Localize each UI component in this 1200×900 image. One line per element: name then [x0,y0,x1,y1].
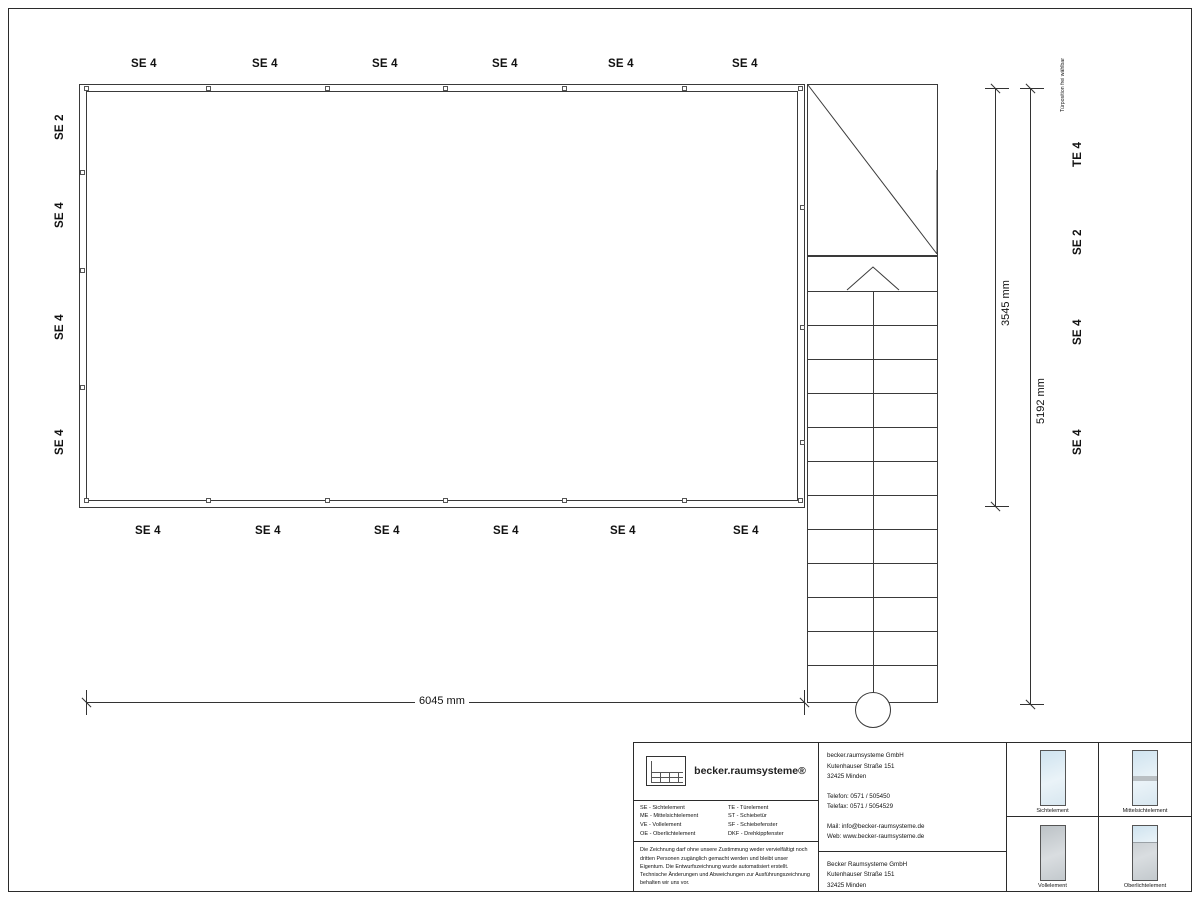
element-sample-gallery [1007,743,1191,891]
mittelsichtelement-icon [1132,750,1158,806]
wall-joint [800,205,805,210]
element-label-right-4: SE 4 [1072,429,1084,455]
staircase [807,256,938,703]
wall-joint [325,86,330,91]
element-label-bottom-4: SE 4 [493,525,519,537]
vollelement-icon [1040,825,1066,881]
element-label-bottom-1: SE 4 [135,525,161,537]
company-city: 32425 Minden [827,773,867,781]
legend-item: OE - Oberlichtelement [640,830,696,837]
legend-item: ST - Schiebetür [728,813,767,820]
legend-list [634,800,818,842]
stair-post-marker [855,692,891,728]
element-label-left-1: SE 2 [54,114,66,140]
width-dimension-text: 6045 mm [415,695,469,707]
sample-caption: Oberlichtelement [1123,883,1167,889]
door-swing-icon [807,84,938,256]
element-label-right-2: SE 2 [1072,229,1084,255]
legend-item: TE - Türelement [728,804,769,811]
wall-joint [80,385,85,390]
sample-oberlichtelement [1099,817,1191,891]
sample-caption: Vollelement [1038,883,1067,889]
company-fax: Telefax: 0571 / 5054529 [827,803,894,811]
company-name: becker.raumsysteme GmbH [827,752,904,759]
element-label-top-5: SE 4 [608,58,634,70]
element-label-left-3: SE 4 [54,314,66,340]
sample-vollelement [1007,817,1099,891]
wall-joint [80,268,85,273]
wall-joint [443,86,448,91]
customer-street: Kutenhauser Straße 151 [827,871,895,879]
wall-joint [206,86,211,91]
element-label-left-2: SE 4 [54,202,66,228]
wall-joint [800,440,805,445]
sample-caption: Mittelsichtelement [1122,808,1168,814]
customer-name: Becker Raumsysteme GmbH [827,860,908,868]
customer-city: 32425 Minden [827,881,867,889]
element-label-bottom-3: SE 4 [374,525,400,537]
element-label-bottom-6: SE 4 [733,525,759,537]
company-mail: Mail: info@becker-raumsysteme.de [827,822,925,830]
wall-joint [562,86,567,91]
element-label-top-1: SE 4 [131,58,157,70]
door-position-note: Türposition frei wählbar [1060,58,1066,112]
sichtelement-icon [1040,750,1066,806]
wall-joint [682,86,687,91]
element-label-top-6: SE 4 [732,58,758,70]
element-label-top-3: SE 4 [372,58,398,70]
inner-height-dimension-line [995,88,996,506]
company-logo-icon [646,756,686,786]
wall-joint [798,498,803,503]
disclaimer-text: Die Zeichnung darf ohne unsere Zustimmung weder vervielfältigt noch dritten Personen zugänglich gemacht werden und bleibt unser Eigentum. Die Entwurfszeichnung wurde automatisiert erstellt. Technische Änderungen und Abweichungen zur Ausführungszeichnung behalten wir uns vor. [634,841,818,891]
oberlichtelement-icon [1132,825,1158,881]
wall-joint [798,86,803,91]
title-block-address-column [819,743,1007,891]
title-block [633,742,1192,892]
company-phone: Telefon: 0571 / 505450 [827,792,890,800]
wall-joint [80,170,85,175]
element-label-right-3: SE 4 [1072,319,1084,345]
stair-walkline [873,291,874,702]
legend-item: VE - Vollelement [640,822,682,829]
customer-address [819,851,1006,900]
legend-item: ME - Mittelsichtelement [640,813,699,820]
sample-sichtelement [1007,743,1099,817]
wall-joint [800,325,805,330]
wall-joint [325,498,330,503]
stair-direction-arrow-icon [845,265,901,291]
legend-item: SF - Schiebefenster [728,822,778,829]
company-street: Kutenhauser Straße 151 [827,762,895,770]
wall-joint [443,498,448,503]
company-address [819,743,1006,851]
wall-joint [206,498,211,503]
legend-item: SE - Sichtelement [640,804,685,811]
room-inner-wall [86,91,798,501]
element-label-bottom-2: SE 4 [255,525,281,537]
wall-joint [84,86,89,91]
sample-mittelsichtelement [1099,743,1191,817]
sample-caption: Sichtelement [1036,808,1069,814]
element-label-left-4: SE 4 [54,429,66,455]
element-label-top-4: SE 4 [492,58,518,70]
wall-joint [682,498,687,503]
company-web: Web: www.becker-raumsysteme.de [827,833,925,841]
wall-joint [562,498,567,503]
logo-area [634,743,818,800]
element-label-right-1: TE 4 [1072,141,1084,167]
inner-height-dimension-text: 3545 mm [1000,276,1012,330]
element-label-bottom-5: SE 4 [610,525,636,537]
title-block-logo-column [634,743,819,891]
wall-joint [84,498,89,503]
total-height-dimension-line [1030,88,1031,704]
company-logo-text: becker.raumsysteme® [694,765,806,778]
element-label-top-2: SE 4 [252,58,278,70]
total-height-dimension-text: 5192 mm [1035,374,1047,428]
legend-item: DKF - Drehkippfenster [728,830,784,837]
